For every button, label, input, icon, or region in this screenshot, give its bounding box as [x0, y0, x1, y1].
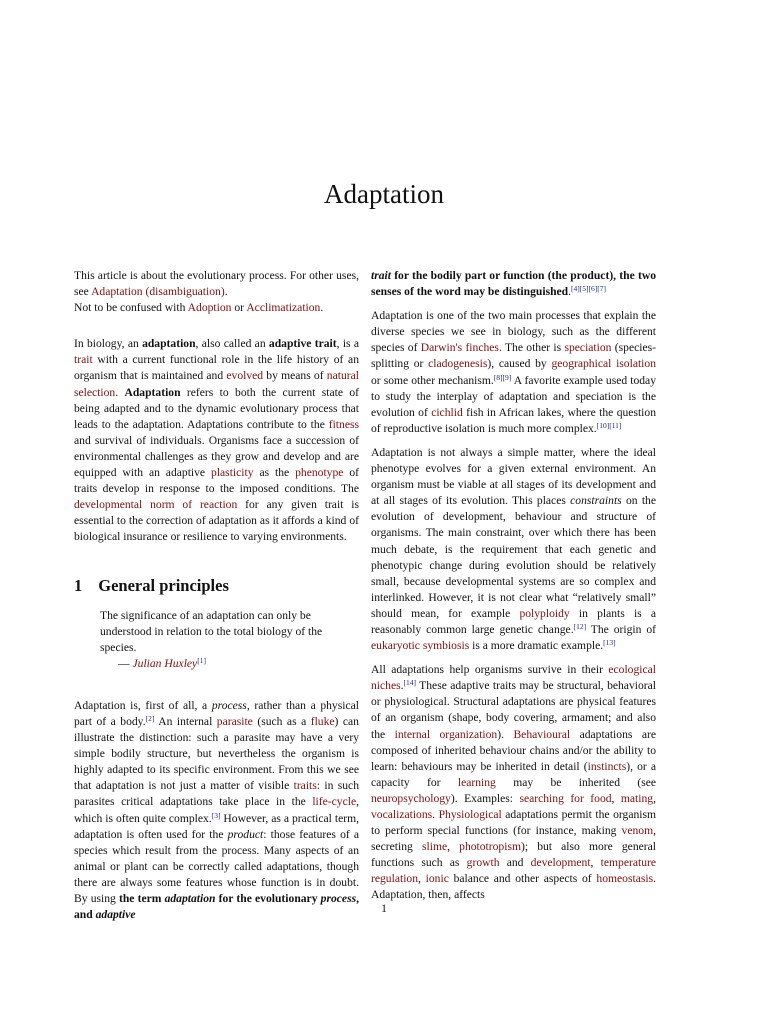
italic-term: product: [227, 827, 264, 841]
link-adoption[interactable]: Adoption: [187, 301, 232, 315]
link-physiological[interactable]: Physiological: [438, 808, 502, 821]
ref-13[interactable]: [13]: [603, 638, 616, 648]
text: ) can illustrate the distinction: such a parasite may have a very simple bodily structure, but nevertheless the organism is highly adapted to its specific environment. From this we see that adaptation is not just a matter of visible: [74, 714, 359, 793]
section-number: 1: [74, 575, 83, 595]
ref-4-7[interactable]: [4][5][6][7]: [571, 284, 607, 294]
text: or some other mechanism.: [371, 373, 494, 387]
text: ,: [653, 791, 656, 805]
link-fitness[interactable]: fitness: [328, 417, 359, 431]
link-homeostasis[interactable]: homeostasis: [596, 872, 654, 886]
text: ,: [611, 791, 621, 805]
section-heading: [74, 576, 359, 596]
quote-attribution: [118, 656, 351, 672]
principles-paragraph: [74, 698, 359, 923]
hatnote-text: or: [231, 301, 247, 315]
ref-12[interactable]: [12]: [573, 621, 587, 631]
section-title: General principles: [98, 575, 229, 595]
text: .: [115, 385, 125, 399]
link-cichlid[interactable]: cichlid: [431, 405, 463, 419]
text: by means of: [263, 369, 327, 383]
text: Adaptation is not always a simple matter, where the ideal phenotype evolves for a given external environment. An organism must be viable at all stages of its development and at all stages of its evolution. This places: [371, 445, 656, 508]
text: An internal: [154, 714, 217, 728]
link-ecological-niches[interactable]: ecological niches: [371, 663, 656, 693]
intro-paragraph: [74, 336, 359, 545]
text: ).: [497, 727, 514, 741]
ref-2[interactable]: [2]: [145, 713, 155, 723]
text: ); but also more general functions such as: [371, 840, 657, 870]
text: ,: [418, 872, 426, 886]
link-julian-huxley[interactable]: Julian Huxley: [132, 656, 198, 670]
bold-text: for the bodily part or function (the product), the two senses of the word may be distinguished: [371, 269, 656, 299]
link-behavioural[interactable]: Behavioural: [513, 727, 571, 741]
text: : those features of a species which result from the process. Many aspects of an animal or plant can be correctly called adaptations, though there are always some features whose function is in doubt. By using: [74, 827, 360, 905]
quote-dash: —: [118, 656, 133, 670]
bold-term: Adaptation: [124, 385, 181, 399]
text: of traits develop in response to the imposed conditions. The: [74, 466, 359, 496]
bold-term: adaptation: [142, 337, 196, 351]
text: (such as a: [252, 714, 311, 728]
epigraph-quote: [100, 608, 351, 672]
text: These adaptive traits may be structural, behavioral or physiological. Structural adaptations are physical features of an organism (shape, body covering, armament; and also the: [371, 679, 656, 741]
bold-italic-term: adaptation: [164, 892, 216, 905]
italic-term: constraints: [570, 494, 622, 508]
text: , also called an: [195, 337, 269, 351]
text: for any given trait is essential to the correction of adaptation as it affords a kind of biological insurance or resilience to varying environments.: [74, 498, 359, 544]
hatnote-text: .: [224, 285, 228, 299]
link-traits[interactable]: traits: [293, 779, 317, 793]
speciation-paragraph: [371, 308, 656, 437]
hatnote: [74, 268, 359, 316]
text: is a more dramatic example.: [469, 639, 604, 653]
link-developmental-norm-of-reaction[interactable]: developmental norm of reaction: [74, 498, 238, 512]
text: may be inherited (see: [495, 775, 657, 789]
right-column: [371, 268, 656, 904]
text: .: [568, 285, 572, 299]
link-speciation[interactable]: speciation: [564, 341, 612, 355]
link-slime[interactable]: slime: [421, 840, 448, 854]
text: on the evolution of development, behaviour and structure of organisms. The main constraint, over which there has been much debate, is the requirement that each genetic and phenotypic change during evolution should be relatively small, because developmental systems are so complex and interlinked. However, it is not clear what “relatively small” should mean, for example: [371, 494, 656, 620]
text: ), or a capacity for: [371, 759, 656, 789]
text: , is a: [336, 337, 359, 351]
text: , secreting: [371, 824, 656, 854]
link-venom[interactable]: venom: [621, 824, 654, 838]
link-parasite[interactable]: parasite: [216, 714, 253, 728]
text: balance and other aspects of: [448, 872, 597, 886]
text: , rather than a physical part of a body.: [74, 698, 359, 728]
link-temperature-regulation[interactable]: temperature regulation: [371, 856, 656, 886]
bold-italic-term: process: [320, 892, 357, 905]
link-learning[interactable]: learning: [457, 775, 496, 789]
ref-1[interactable]: [1]: [197, 655, 206, 665]
link-neuropsychology[interactable]: neuropsychology: [371, 791, 451, 805]
quote-text: The significance of an adaptation can only be understood in relation to the total biology of the species.: [100, 608, 323, 654]
text: adaptations permit the organism to perform special functions (for instance, making: [371, 808, 657, 838]
link-plasticity[interactable]: plasticity: [211, 466, 254, 480]
text: A favorite example used today to study the interplay of adaptation and speciation is the evolution of: [371, 373, 656, 419]
link-acclimatization[interactable]: Acclimatization: [246, 301, 321, 315]
text: . Adaptation, then, affects: [371, 872, 656, 902]
text: ). Examples:: [450, 791, 520, 805]
link-evolved[interactable]: evolved: [226, 369, 264, 383]
page-title: Adaptation: [324, 179, 444, 209]
link-geographical-isolation[interactable]: geographical isolation: [551, 357, 657, 371]
text: and survival of individuals. Organisms face a succession of environmental challenges as they grow and develop and are equipped with an adaptive: [74, 433, 359, 480]
text: , which is often quite complex.: [74, 795, 359, 825]
hatnote-text: This article is about the evolutionary process. For other uses, see: [74, 269, 359, 299]
text: refers to both the current state of being adapted and to the dynamic evolutionary process that leads to the adaptation. Adaptations contribute to the: [74, 385, 360, 431]
text: In biology, an: [74, 337, 143, 351]
link-mating[interactable]: mating: [620, 791, 654, 805]
italic-term: process: [211, 698, 247, 712]
text: adaptations are composed of inherited behaviour chains and/or the ability to learn: behaviours may be inherited in detail (: [371, 727, 656, 773]
link-ionic[interactable]: ionic: [425, 872, 449, 886]
text: Adaptation is one of the two main processes that explain the diverse species we see in biology, such as the different species of: [371, 309, 656, 355]
hatnote-text: Not to be confused with: [74, 301, 188, 315]
text: in plants is a reasonably common large genetic change.: [371, 606, 656, 636]
ref-10-11[interactable]: [10][11]: [596, 420, 622, 430]
link-internal-organization[interactable]: internal organization: [394, 727, 498, 741]
text: : in such parasites critical adaptations take place in the: [74, 779, 360, 809]
link-adaptation-disambiguation[interactable]: Adaptation (disambiguation): [91, 285, 225, 299]
text: as the: [253, 466, 296, 480]
bold-text: for the evolutionary: [215, 892, 321, 905]
link-growth[interactable]: growth: [466, 856, 500, 870]
text: . The other is: [498, 341, 565, 355]
link-searching-for-food[interactable]: searching for food: [519, 791, 612, 805]
ref-3[interactable]: [3]: [211, 810, 221, 820]
link-phenotype[interactable]: phenotype: [295, 466, 344, 480]
text: (species-splitting or: [371, 341, 656, 371]
text: .: [400, 679, 404, 693]
text: ,: [447, 840, 460, 854]
link-vocalizations[interactable]: vocalizations: [371, 808, 433, 821]
text: and: [499, 856, 531, 870]
link-cladogenesis[interactable]: cladogenesis: [428, 357, 488, 371]
niches-paragraph: [371, 662, 656, 903]
link-development[interactable]: development: [530, 856, 591, 870]
link-fluke[interactable]: fluke: [310, 714, 335, 728]
link-trait[interactable]: trait: [74, 353, 93, 367]
text: All adaptations help organisms survive in their: [371, 663, 609, 677]
bold-term: adaptive trait: [268, 337, 337, 351]
text: ,: [590, 856, 601, 870]
link-darwins-finches[interactable]: Darwin's finches: [420, 341, 499, 355]
text: fish in African lakes, where the question of reproductive isolation is much more complex.: [371, 405, 656, 435]
bold-text: , and: [74, 892, 359, 922]
constraints-paragraph: [371, 445, 656, 654]
link-instincts[interactable]: instincts: [587, 759, 627, 773]
text: .: [432, 808, 439, 821]
text: ), caused by: [487, 357, 552, 371]
page-number: 1: [381, 902, 387, 915]
link-polyploidy[interactable]: polyploidy: [519, 606, 570, 620]
text: The origin of: [586, 622, 656, 636]
principles-paragraph-continued: [371, 268, 656, 300]
bold-italic-term: trait: [371, 269, 391, 282]
text: Adaptation is, first of all, a: [74, 698, 212, 712]
link-life-cycle[interactable]: life-cycle: [312, 795, 357, 809]
ref-8-9[interactable]: [8][9]: [493, 372, 512, 382]
link-natural-selection[interactable]: natural selection: [74, 369, 359, 399]
left-column: [74, 268, 359, 923]
hatnote-text: .: [320, 301, 324, 315]
bold-italic-term: adaptive: [95, 908, 136, 922]
ref-14[interactable]: [14]: [403, 678, 417, 688]
text: However, as a practical term, adaptation is often used for the: [74, 811, 359, 841]
bold-text: the term: [118, 892, 165, 905]
link-eukaryotic-symbiosis[interactable]: eukaryotic symbiosis: [371, 639, 470, 653]
link-phototropism[interactable]: phototropism: [459, 840, 521, 854]
text: with a current functional role in the life history of an organism that is maintained and: [74, 353, 359, 383]
